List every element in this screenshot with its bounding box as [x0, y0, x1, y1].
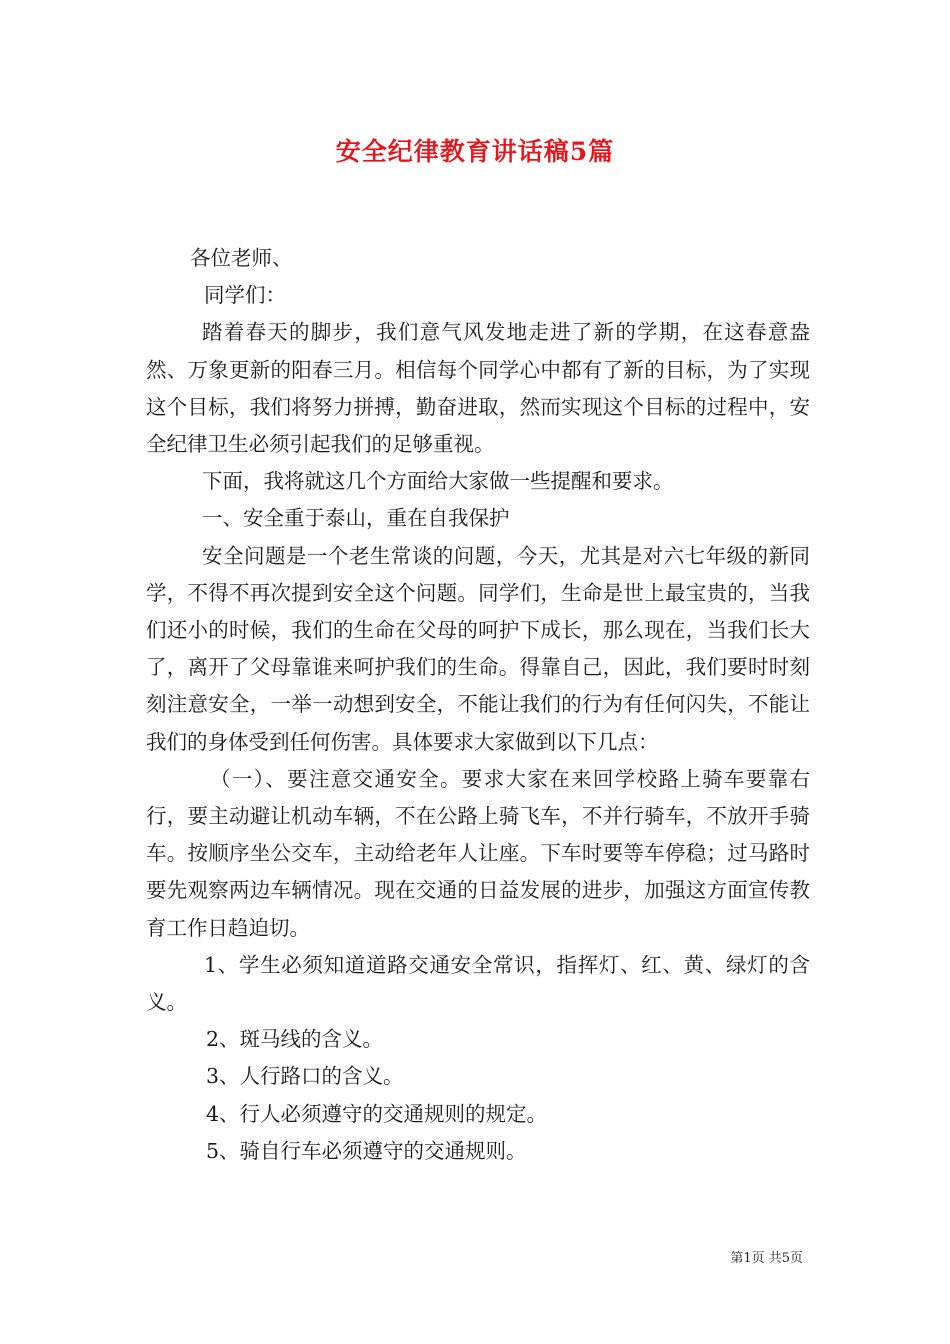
list-item-1: 1、学生必须知道道路交通安全常识，指挥灯、红、黄、绿灯的含义。	[146, 952, 810, 1015]
section-heading-safety: 一、安全重于泰山，重在自我保护	[202, 506, 510, 531]
salutation-teachers: 各位老师、	[190, 246, 293, 270]
list-item-3: 3、人行路口的含义。	[206, 1064, 404, 1089]
document-body	[146, 240, 810, 1170]
paragraph-traffic: （一）、要注意交通安全。要求大家在来回学校路上骑车要靠右行，要主动避让机动车辆，不在公路上骑飞车，不并行骑车，不放开手骑车。按顺序坐公交车，主动给老年人让座。下车时要等车停稳；过马路时要先观察两边车辆情况。现在交通的日益发展的进步，加强这方面宣传教育工作日趋迫切。	[146, 766, 810, 940]
salutation-students: 同学们：	[204, 283, 286, 308]
page-number-footer: 第1页 共5页	[730, 1251, 803, 1266]
list-item-4: 4、行人必须遵守的交通规则的规定。	[206, 1101, 548, 1126]
document-title: 安全纪律教育讲话稿5篇	[335, 137, 615, 166]
paragraph-intro: 踏着春天的脚步，我们意气风发地走进了新的学期，在这春意盎然、万象更新的阳春三月。相信每个同学心中都有了新的目标，为了实现这个目标，我们将努力拼搏，勤奋进取，然而实现这个目标的过程中，安全纪律卫生必须引起我们的足够重视。	[146, 320, 810, 457]
list-item-2: 2、斑马线的含义。	[206, 1027, 384, 1052]
list-item-5: 5、骑自行车必须遵守的交通规则。	[206, 1138, 527, 1163]
paragraph-preface: 下面，我将就这几个方面给大家做一些提醒和要求。	[202, 469, 674, 494]
paragraph-safety: 安全问题是一个老生常谈的问题，今天，尤其是对六七年级的新同学，不得不再次提到安全这个问题。同学们，生命是世上最宝贵的，当我们还小的时候，我们的生命在父母的呵护下成长，那么现在，当我们长大了，离开了父母靠谁来呵护我们的生命。得靠自己，因此，我们要时时刻刻注意安全，一举一动想到安全，不能让我们的行为有任何闪失，不能让我们的身体受到任何伤害。具体要求大家做到以下几点：	[146, 543, 810, 754]
